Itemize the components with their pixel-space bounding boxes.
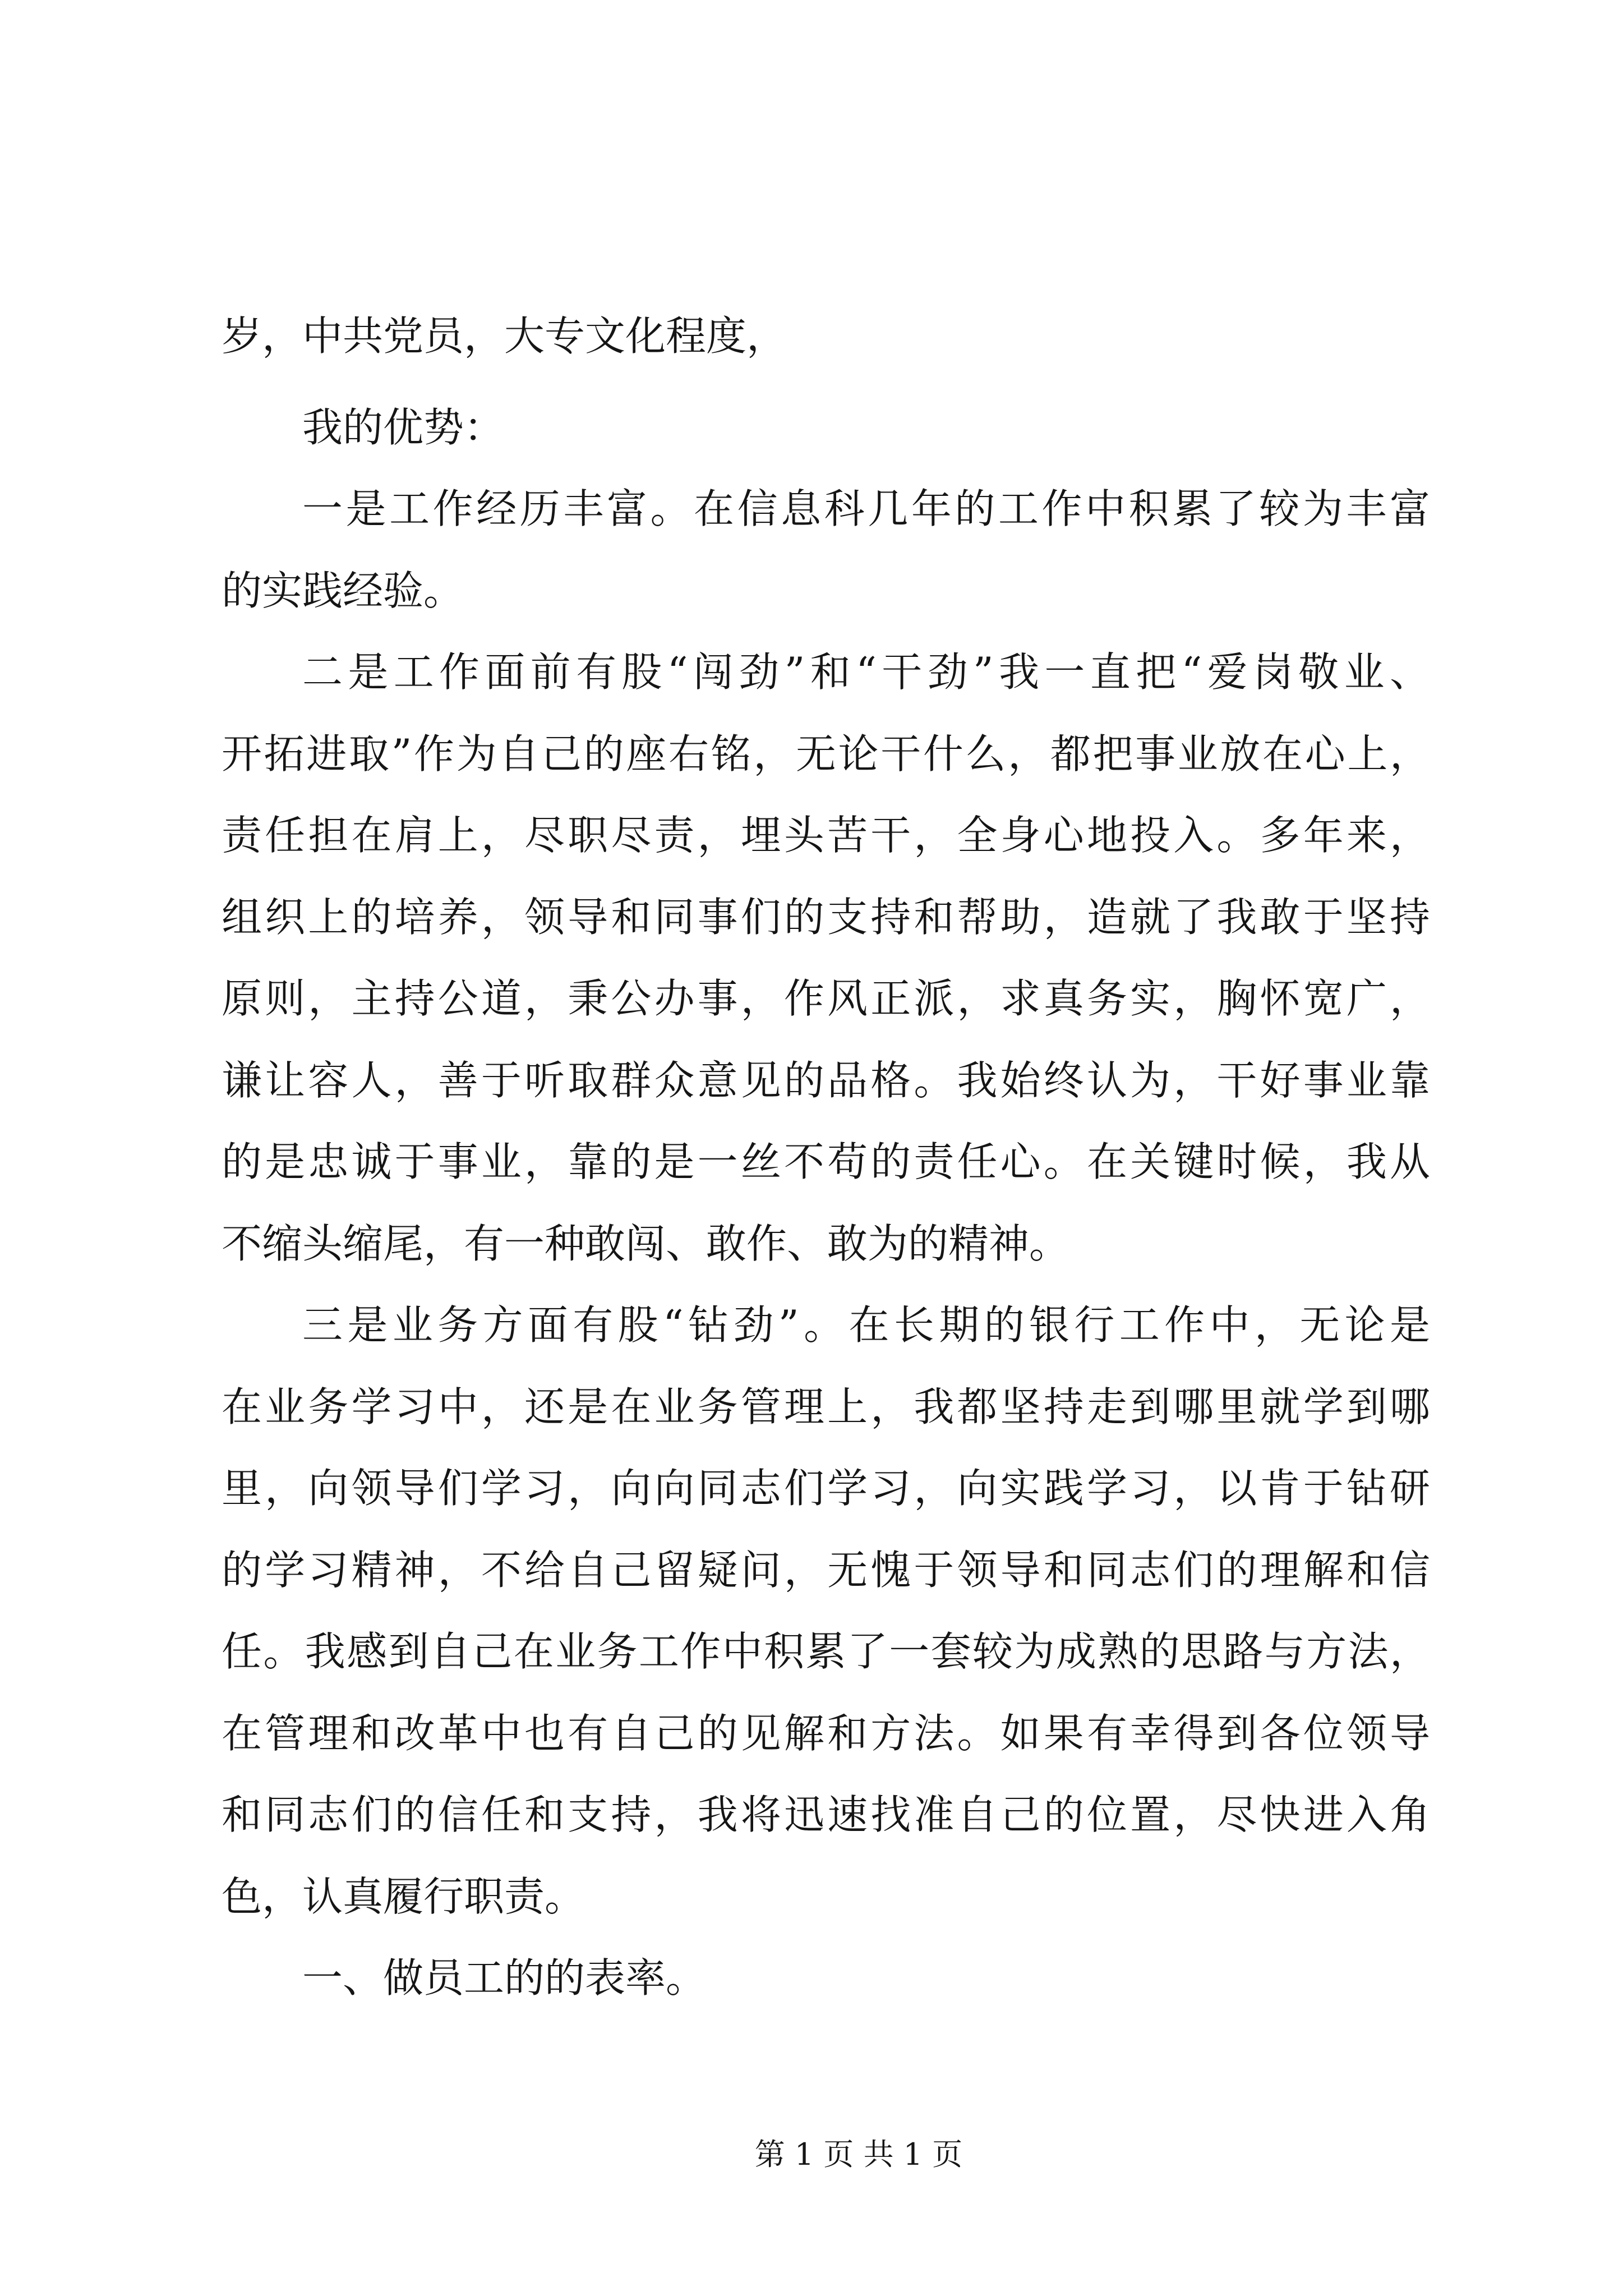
- text-line: 的实践经验。: [222, 567, 464, 614]
- paragraph: [222, 1285, 1430, 1938]
- paragraph: [222, 632, 1430, 1285]
- text-line: 谦让容人，善于听取群众意见的品格。我始终认为，干好事业靠: [222, 1056, 1430, 1104]
- paragraph: [222, 387, 1430, 469]
- text-line: 在管理和改革中也有自己的见解和方法。如果有幸得到各位领导: [222, 1709, 1430, 1757]
- text-line: 我的优势：: [302, 403, 505, 451]
- text-line: 一是工作经历丰富。在信息科几年的工作中积累了较为丰富: [302, 485, 1430, 532]
- text-line: 的学习精神，不给自己留疑问，无愧于领导和同志们的理解和信: [222, 1546, 1430, 1594]
- text-line: 在业务学习中，还是在业务管理上，我都坚持走到哪里就学到哪: [222, 1383, 1430, 1430]
- document-body: [222, 296, 1430, 2019]
- text-line: 任。我感到自己在业务工作中积累了一套较为成熟的思路与方法，: [222, 1628, 1430, 1675]
- paragraph: [222, 296, 1430, 378]
- text-line: 组织上的培养，领导和同事们的支持和帮助，造就了我敢于坚持: [222, 893, 1430, 941]
- paragraph: [222, 468, 1430, 632]
- text-line: 开拓进取”作为自己的座右铭，无论干什么，都把事业放在心上，: [222, 730, 1430, 777]
- text-line: 不缩头缩尾，有一种敢闯、敢作、敢为的精神。: [222, 1220, 1070, 1267]
- text-line: 二是工作面前有股“闯劲”和“干劲”我一直把“爱岗敬业、: [302, 648, 1430, 696]
- text-line: 三是业务方面有股“钻劲”。在长期的银行工作中，无论是: [302, 1301, 1430, 1349]
- paragraph: [222, 1938, 1430, 2019]
- text-line: 原则，主持公道，秉公办事，作风正派，求真务实，胸怀宽广，: [222, 975, 1430, 1022]
- text-line: 岁，中共党员，大专文化程度，: [222, 312, 787, 360]
- text-line: 里，向领导们学习，向向同志们学习，向实践学习，以肯于钻研: [222, 1465, 1430, 1512]
- text-line: 色，认真履行职责。: [222, 1872, 585, 1920]
- text-line: 责任担在肩上，尽职尽责，埋头苦干，全身心地投入。多年来，: [222, 812, 1430, 859]
- text-line: 和同志们的信任和支持，我将迅速找准自己的位置，尽快进入角: [222, 1791, 1430, 1838]
- text-line: 的是忠诚于事业，靠的是一丝不苟的责任心。在关键时候，我从: [222, 1138, 1430, 1185]
- page-footer: 第 1 页 共 1 页: [754, 2137, 963, 2172]
- text-line: 一、做员工的的表率。: [302, 1954, 707, 2001]
